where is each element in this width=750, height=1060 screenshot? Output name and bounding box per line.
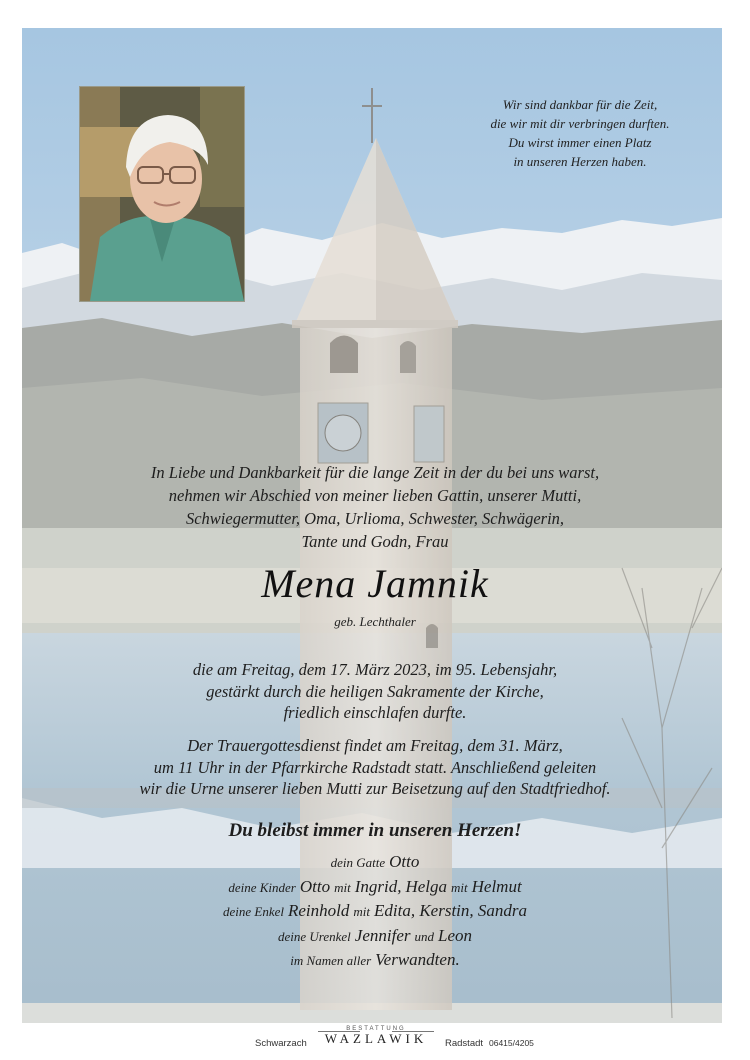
quote-line: in unseren Herzen haben. xyxy=(513,154,647,169)
funeral-home-logo xyxy=(316,1026,436,1045)
footer-location-right: Radstadt xyxy=(445,1038,484,1049)
intro-line: In Liebe und Dankbarkeit für die lange Zeit in der du bei uns warst, xyxy=(150,463,600,482)
death-line: gestärkt durch die heiligen Sakramente der Kirche, xyxy=(206,681,544,701)
death-line: die am Freitag, dem 17. März 2023, im 95. Lebensjahr, xyxy=(192,660,558,679)
family-row-children: deine Kinder Otto mit Ingrid, Helga mit Helmut xyxy=(228,876,522,896)
funeral-line: wir die Urne unserer lieben Mutti zur Beisetzung auf den Stadtfriedhof. xyxy=(139,779,611,798)
funeral-line: Der Trauergottesdienst findet am Freitag, dem 31. März, xyxy=(187,736,563,755)
family-row-grandchildren: deine Enkel Reinhold mit Edita, Kerstin, Sandra xyxy=(222,901,528,920)
intro-text xyxy=(60,461,690,553)
quote-line: Wir sind dankbar für die Zeit, xyxy=(502,97,658,112)
family-row-husband: dein Gatte Otto xyxy=(330,852,420,871)
family-list xyxy=(60,850,690,973)
family-row-relatives: im Namen aller Verwandten. xyxy=(290,950,460,969)
funeral-details xyxy=(40,735,710,800)
intro-line: Schwiegermutter, Oma, Urlioma, Schwester, Schwägerin, xyxy=(185,509,565,528)
footer xyxy=(0,1026,750,1056)
closing-phrase: Du bleibst immer in unseren Herzen! xyxy=(228,820,522,841)
death-line: friedlich einschlafen durfte. xyxy=(283,703,467,722)
footer-location-left: Schwarzach xyxy=(255,1038,307,1049)
memorial-quote xyxy=(450,95,710,171)
quote-line: die wir mit dir verbringen durften. xyxy=(490,116,670,131)
death-notice xyxy=(60,659,690,724)
intro-line: nehmen wir Abschied von meiner lieben Gattin, unserer Mutti, xyxy=(168,486,582,505)
portrait-photo xyxy=(79,86,245,302)
quote-line: Du wirst immer einen Platz xyxy=(508,135,652,150)
family-row-great-grandchildren: deine Urenkel Jennifer und Leon xyxy=(278,925,472,945)
logo-brand-text: WAZLAWIK xyxy=(324,1031,428,1046)
intro-line: Tante und Godn, Frau xyxy=(301,532,449,551)
logo-top-text: BESTATTUNG xyxy=(346,1026,406,1032)
deceased-name: Mena Jamnik xyxy=(261,561,489,606)
maiden-name: geb. Lechthaler xyxy=(334,614,416,629)
funeral-line: um 11 Uhr in der Pfarrkirche Radstadt statt. Anschließend geleiten xyxy=(153,757,597,777)
footer-phone: 06415/4205 xyxy=(489,1038,534,1048)
